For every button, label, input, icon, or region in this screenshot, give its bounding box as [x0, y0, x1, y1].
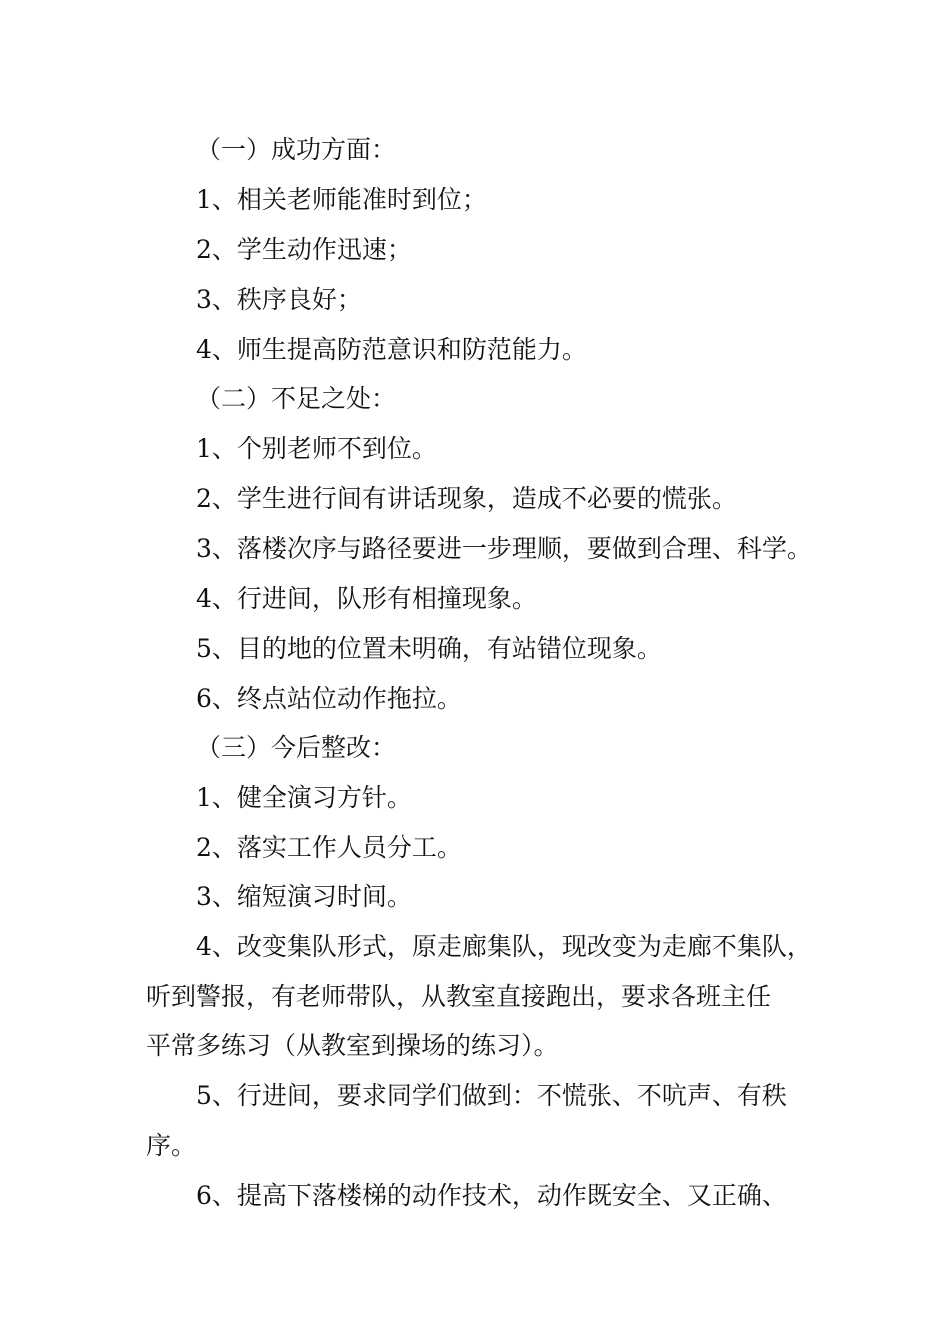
- list-item: 2、学生动作迅速；: [196, 235, 412, 264]
- list-item: 3、秩序良好；: [196, 285, 362, 314]
- list-item: 4、行进间，队形有相撞现象。: [196, 584, 537, 613]
- list-item: 2、学生进行间有讲话现象，造成不必要的慌张。: [196, 484, 737, 513]
- list-item-line: 6、提高下落楼梯的动作技术，动作既安全、又正确、: [196, 1181, 787, 1210]
- list-item-line: 平常多练习（从教室到操场的练习）。: [146, 1031, 559, 1060]
- list-item: 1、个别老师不到位。: [196, 434, 437, 463]
- list-item: 3、缩短演习时间。: [196, 882, 412, 911]
- list-item-line: 4、改变集队形式，原走廊集队，现改变为走廊不集队，: [196, 932, 812, 961]
- list-item: 1、相关老师能准时到位；: [196, 185, 487, 214]
- list-item-line: 序。: [146, 1131, 197, 1160]
- list-item: 3、落楼次序与路径要进一步理顺，要做到合理、科学。: [196, 534, 812, 563]
- list-item-line: 5、行进间，要求同学们做到：不慌张、不吭声、有秩: [196, 1081, 787, 1110]
- section-heading: （三）今后整改：: [196, 733, 397, 762]
- section-heading: （二）不足之处：: [196, 384, 397, 413]
- list-item: 2、落实工作人员分工。: [196, 833, 462, 862]
- list-item: 6、终点站位动作拖拉。: [196, 684, 462, 713]
- section-heading: （一）成功方面：: [196, 135, 397, 164]
- list-item: 4、师生提高防范意识和防范能力。: [196, 335, 587, 364]
- list-item-line: 听到警报，有老师带队，从教室直接跑出，要求各班主任: [146, 982, 772, 1011]
- list-item: 1、健全演习方针。: [196, 783, 412, 812]
- list-item: 5、目的地的位置未明确，有站错位现象。: [196, 634, 662, 663]
